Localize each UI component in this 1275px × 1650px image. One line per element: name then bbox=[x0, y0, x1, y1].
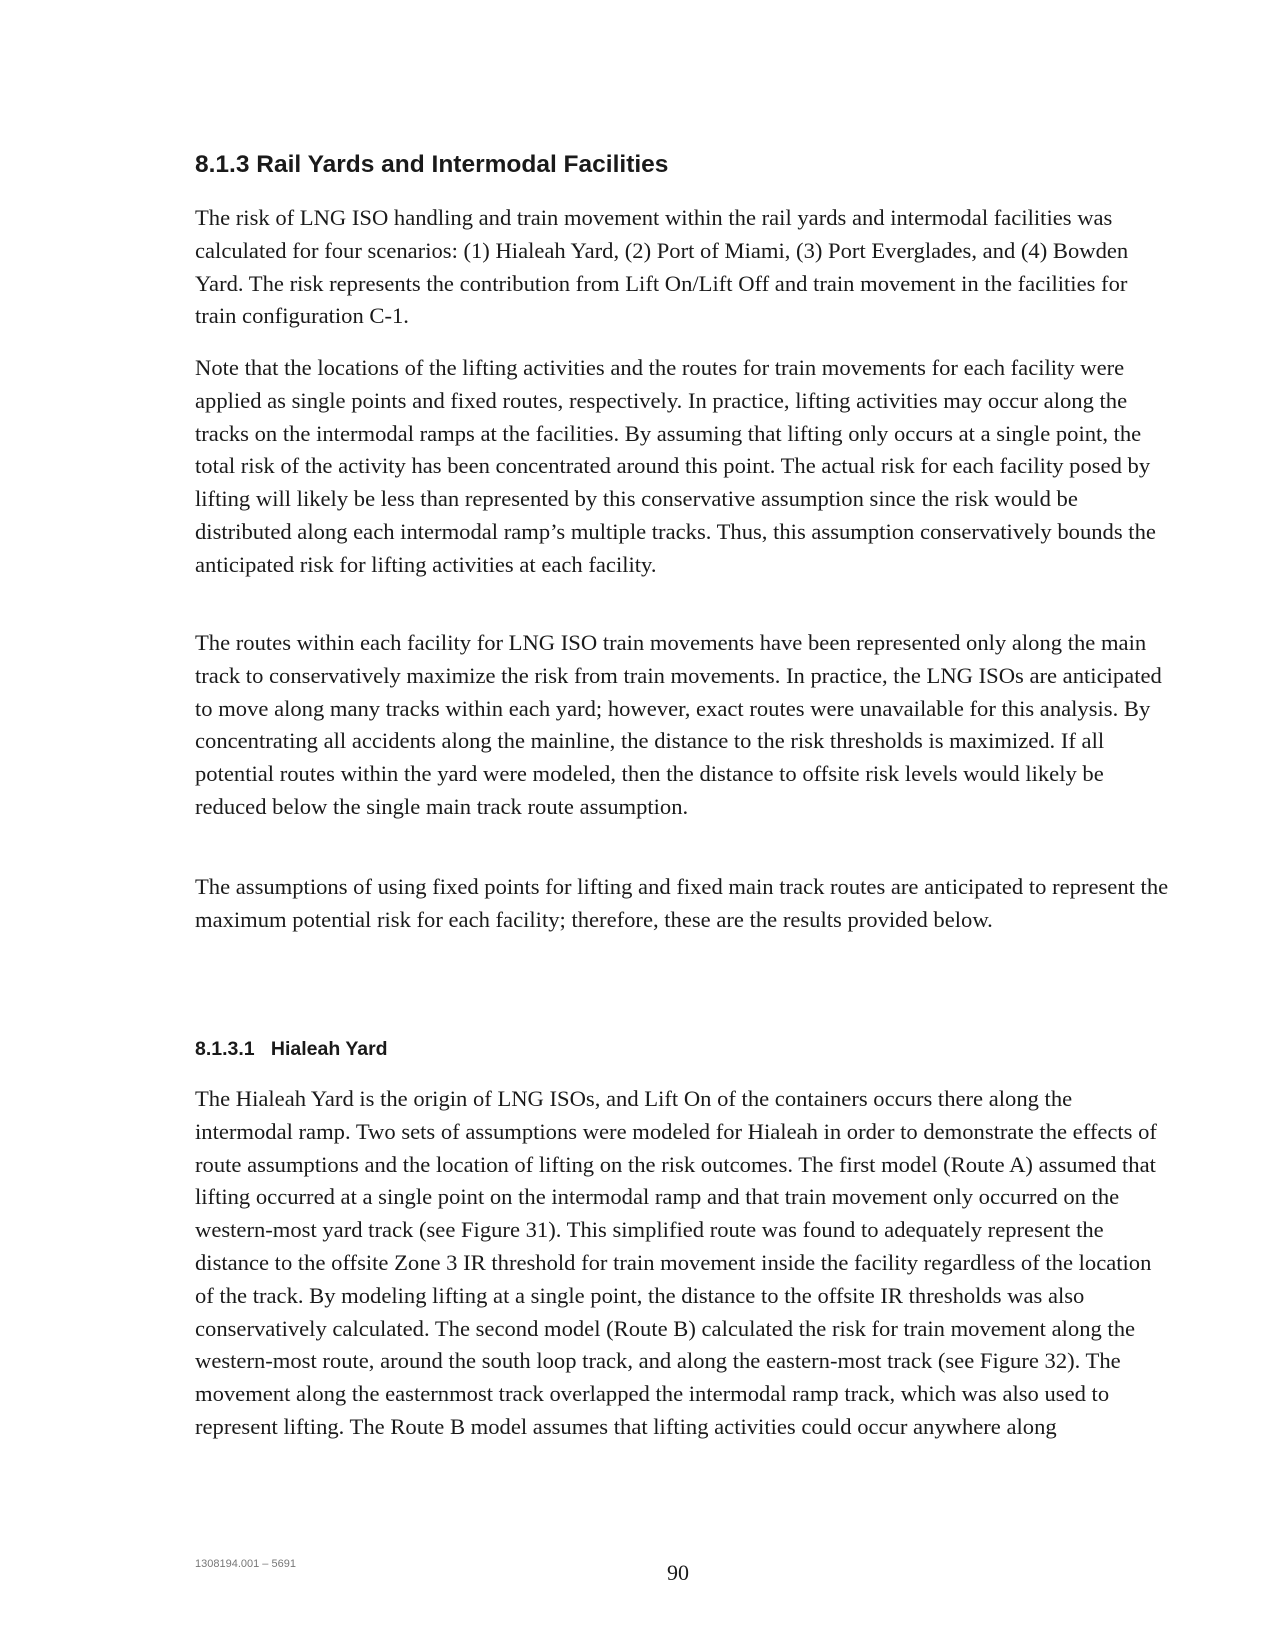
paragraph-results-intro: The assumptions of using fixed points for lifting and fixed main track routes are anticipated to represent the maximum potential risk for each facility; therefore, these are the results provided below. bbox=[195, 874, 1169, 932]
paragraph-lifting-assumptions: Note that the locations of the lifting activities and the routes for train movements for each facility were applied as single points and fixed routes, respectively. In practice, lifting activities may occur along the tracks on the intermodal ramps at the facilities. By assuming that lifting only occurs at a single point, the total risk of the activity has been concentrated around this point. The actual risk for each facility posed by lifting will likely be less than represented by this conservative assumption since the risk would be distributed along each intermodal ramp’s multiple tracks. Thus, this assumption conservatively bounds the anticipated risk for lifting activities at each facility. bbox=[195, 355, 1156, 577]
paragraph-train-routes: The routes within each facility for LNG ISO train movements have been represented only along the main track to conservatively maximize the risk from train movements. In practice, the LNG ISOs are anticipated to move along many tracks within each yard; however, exact routes were unavailable for this analysis. By concentrating all accidents along the mainline, the distance to the risk thresholds is maximized. If all potential routes within the yard were modeled, then the distance to offsite risk levels would likely be reduced below the single main track route assumption. bbox=[195, 630, 1162, 819]
page-number: 90 bbox=[667, 1560, 689, 1585]
paragraph-scenarios: The risk of LNG ISO handling and train movement within the rail yards and intermodal facilities was calculated for four scenarios: (1) Hialeah Yard, (2) Port of Miami, (3) Port Everglades, and (4) Bowden Yard. The risk represents the contribution from Lift On/Lift Off and train movement in the facilities for train configuration C-1. bbox=[195, 205, 1129, 329]
section-heading: 8.1.3 Rail Yards and Intermodal Facilities bbox=[195, 151, 669, 178]
paragraph-hialeah-yard: The Hialeah Yard is the origin of LNG ISOs, and Lift On of the containers occurs there along the intermodal ramp. Two sets of assumptions were modeled for Hialeah in order to demonstrate the effects of route assumptions and the location of lifting on the risk outcomes. The first model (Route A) assumed that lifting occurred at a single point on the intermodal ramp and that train movement only occurred on the western-most yard track (see Figure 31). This simplified route was found to adequately represent the distance to the offsite Zone 3 IR threshold for train movement inside the facility regardless of the location of the track. By modeling lifting at a single point, the distance to the offsite IR thresholds was also conservatively calculated. The second model (Route B) calculated the risk for train movement along the western-most route, around the south loop track, and along the eastern-most track (see Figure 32). The movement along the easternmost track overlapped the intermodal ramp track, which was also used to represent lifting. The Route B model assumes that lifting activities could occur anywhere along bbox=[195, 1086, 1157, 1439]
footer-document-id: 1308194.001 – 5691 bbox=[195, 1558, 296, 1570]
subsection-heading: 8.1.3.1 Hialeah Yard bbox=[195, 1038, 388, 1060]
